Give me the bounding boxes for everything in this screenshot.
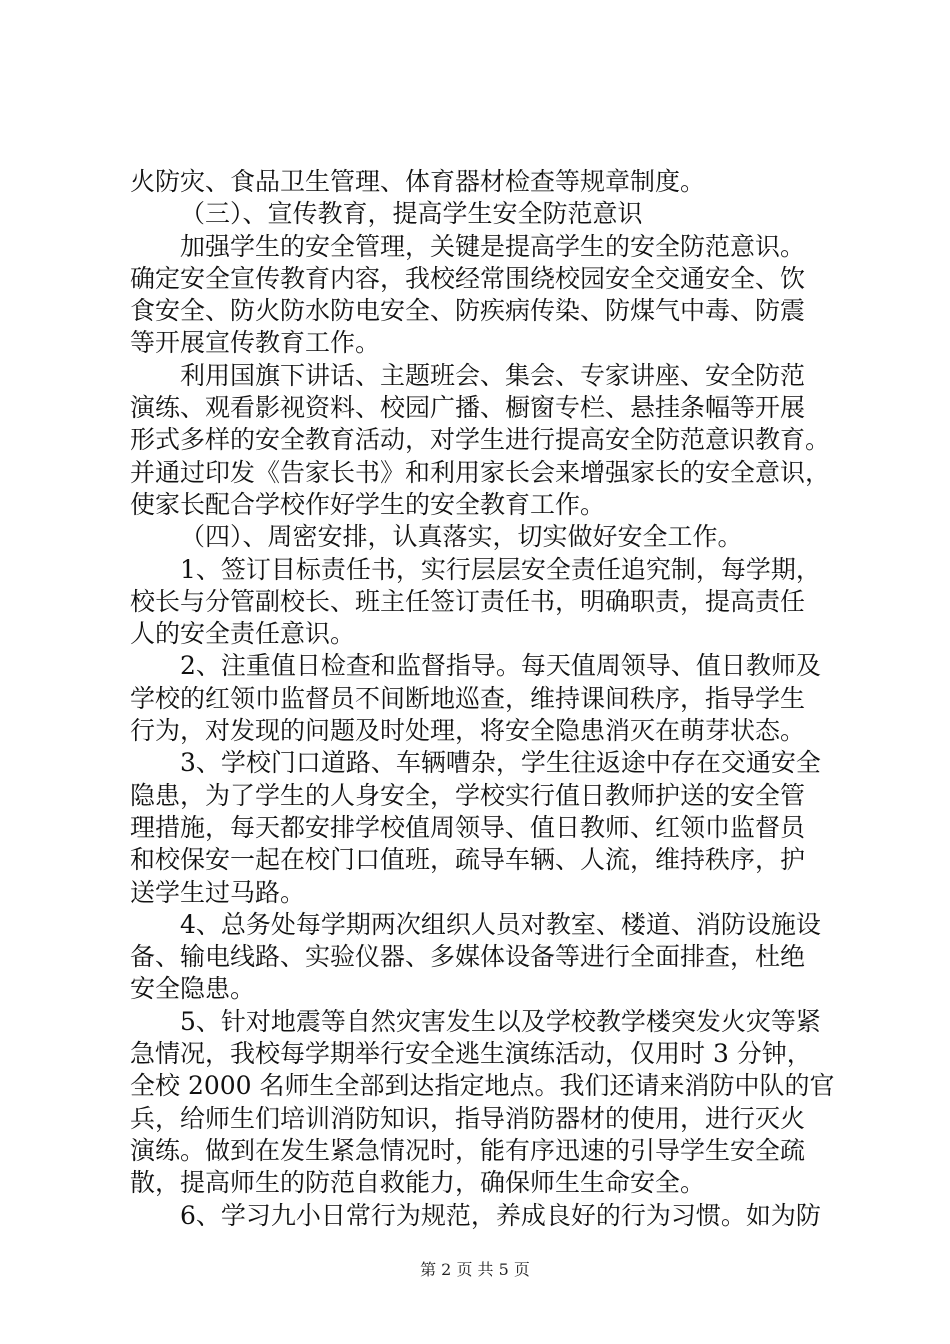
- text-line: 确定安全宣传教育内容，我校经常围绕校园安全交通安全、饮: [130, 263, 806, 293]
- text-line: 3、学校门口道路、车辆嘈杂，学生往返途中存在交通安全: [180, 748, 821, 778]
- text-line: 学校的红领巾监督员不间断地巡查，维持课间秩序，指导学生: [130, 683, 806, 713]
- text-line: 兵，给师生们培训消防知识，指导消防器材的使用，进行灭火: [130, 1103, 806, 1133]
- text-line: 加强学生的安全管理，关键是提高学生的安全防范意识。: [180, 231, 806, 261]
- text-line: 形式多样的安全教育活动，对学生进行提高安全防范意识教育。: [130, 425, 831, 455]
- text-line: 全校 2000 名师生全部到达指定地点。我们还请来消防中队的官: [130, 1071, 835, 1101]
- text-line: 2、注重值日检查和监督指导。每天值周领导、值日教师及: [180, 651, 821, 681]
- text-line: 使家长配合学校作好学生的安全教育工作。: [130, 489, 606, 519]
- text-line: 人的安全责任意识。: [130, 619, 356, 649]
- text-line: 备、输电线路、实验仪器、多媒体设备等进行全面排查，杜绝: [130, 942, 806, 972]
- text-line: 行为，对发现的问题及时处理，将安全隐患消灭在萌芽状态。: [130, 716, 806, 746]
- text-line: 演练。做到在发生紧急情况时，能有序迅速的引导学生安全疏: [130, 1135, 806, 1165]
- text-line: （三）、宣传教育，提高学生安全防范意识: [180, 199, 643, 229]
- text-line: 演练、观看影视资料、校园广播、橱窗专栏、悬挂条幅等开展: [130, 393, 806, 423]
- text-line: 急情况，我校每学期举行安全逃生演练活动，仅用时 3 分钟，: [130, 1039, 812, 1069]
- text-line: 食安全、防火防水防电安全、防疾病传染、防煤气中毒、防震: [130, 296, 806, 326]
- text-line: 火防灾、食品卫生管理、体育器材检查等规章制度。: [130, 167, 706, 196]
- text-line: （四）、周密安排，认真落实，切实做好安全工作。: [180, 522, 743, 552]
- text-line: 等开展宣传教育工作。: [130, 328, 381, 358]
- text-line: 5、针对地震等自然灾害发生以及学校教学楼突发火灾等紧: [180, 1006, 821, 1036]
- text-line: 散，提高师生的防范自救能力，确保师生生命安全。: [130, 1168, 706, 1198]
- text-line: 利用国旗下讲话、主题班会、集会、专家讲座、安全防范: [180, 360, 806, 390]
- text-line: 送学生过马路。: [130, 877, 306, 907]
- text-line: 4、总务处每学期两次组织人员对教室、楼道、消防设施设: [180, 909, 821, 939]
- text-line: 校长与分管副校长、班主任签订责任书，明确职责，提高责任: [130, 586, 806, 616]
- text-line: 1、签订目标责任书，实行层层安全责任追究制，每学期，: [180, 554, 821, 584]
- text-line: 6、学习九小日常行为规范，养成良好的行为习惯。如为防: [180, 1200, 821, 1230]
- text-line: 和校保安一起在校门口值班，疏导车辆、人流，维持秩序，护: [130, 845, 806, 875]
- text-line: 理措施，每天都安排学校值周领导、值日教师、红领巾监督员: [130, 812, 806, 842]
- document-body: [130, 166, 835, 1232]
- page-footer: 第 2 页 共 5 页: [420, 1260, 530, 1279]
- text-line: 隐患，为了学生的人身安全，学校实行值日教师护送的安全管: [130, 780, 806, 810]
- text-line: 安全隐患。: [130, 974, 256, 1004]
- text-line: 并通过印发《告家长书》和利用家长会来增强家长的安全意识，: [130, 457, 831, 487]
